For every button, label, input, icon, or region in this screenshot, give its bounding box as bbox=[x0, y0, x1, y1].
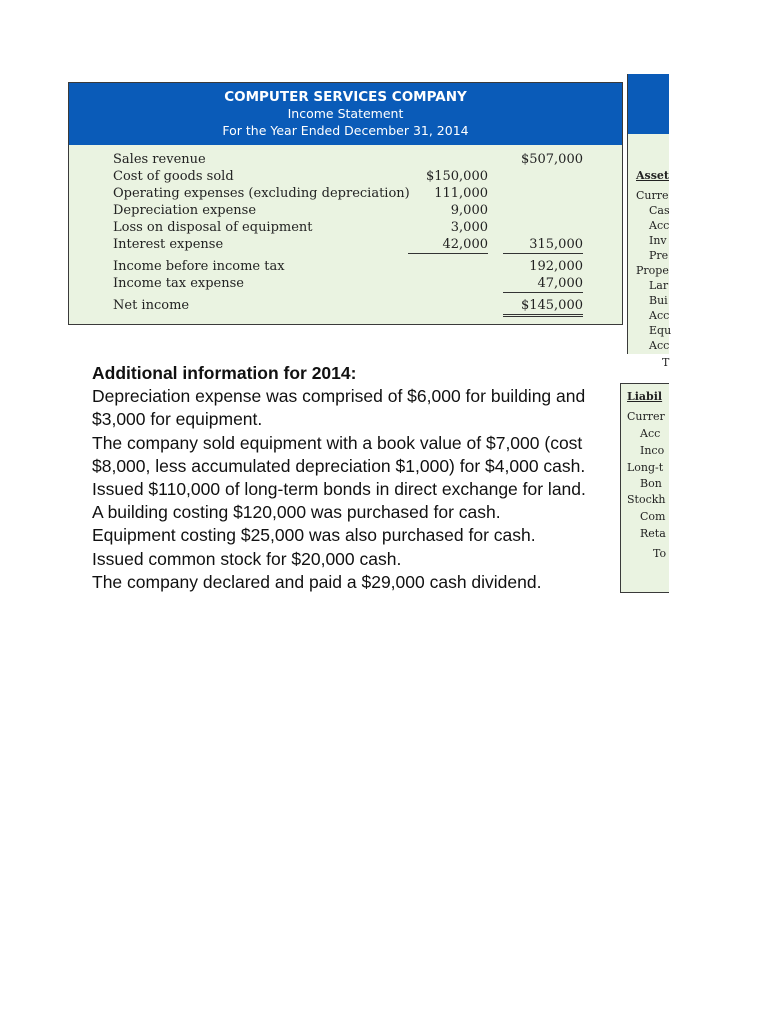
bs-line: Curre bbox=[636, 189, 669, 202]
info-item: The company declared and paid a $29,000 cash dividend. bbox=[92, 571, 542, 592]
bs-line: Lar bbox=[649, 279, 669, 292]
bs-line: Pre bbox=[649, 249, 669, 262]
is-row-col1: 111,000 bbox=[434, 186, 488, 201]
bs-line: Acc bbox=[649, 219, 670, 232]
is-row-col2: 192,000 bbox=[529, 259, 583, 274]
bs-line: Acc bbox=[640, 427, 661, 440]
balance-sheet-liabilities-clipped bbox=[620, 383, 669, 593]
bs-line: Com bbox=[640, 510, 666, 523]
info-item: Depreciation expense was comprised of $6,000 for building and $3,000 for equipment. bbox=[92, 386, 586, 430]
is-row-label: Cost of goods sold bbox=[113, 169, 234, 184]
is-row-label: Interest expense bbox=[113, 237, 224, 252]
is-row-col1: 42,000 bbox=[408, 237, 488, 254]
bs-line: Prope bbox=[636, 264, 669, 277]
bs-line: Acc bbox=[649, 309, 670, 322]
is-row bbox=[113, 186, 583, 203]
is-row-col2: $145,000 bbox=[503, 298, 583, 317]
bs-line: Cas bbox=[649, 204, 670, 217]
is-row bbox=[113, 298, 583, 315]
is-row bbox=[113, 237, 583, 254]
bs-line: Long-t bbox=[627, 461, 664, 474]
statement-title: Income Statement bbox=[287, 106, 404, 121]
bs-line: Stockh bbox=[627, 493, 666, 506]
info-item: Issued $110,000 of long-term bonds in direct exchange for land. bbox=[92, 479, 586, 500]
is-row bbox=[113, 259, 583, 276]
is-row-label: Depreciation expense bbox=[113, 203, 257, 218]
statement-period: For the Year Ended December 31, 2014 bbox=[222, 123, 469, 138]
is-row-label: Operating expenses (excluding depreciation) bbox=[113, 186, 410, 201]
bs-line: Inco bbox=[640, 444, 665, 457]
is-row bbox=[113, 220, 583, 237]
is-row-col2: 47,000 bbox=[503, 276, 583, 293]
is-row bbox=[113, 276, 583, 293]
additional-information bbox=[92, 362, 602, 594]
bs-line: Acc bbox=[649, 339, 670, 352]
bs-line: Asset bbox=[636, 169, 669, 182]
info-item: Equipment costing $25,000 was also purchased for cash. bbox=[92, 525, 536, 546]
bs-line: Reta bbox=[640, 527, 666, 540]
is-row-label: Loss on disposal of equipment bbox=[113, 220, 313, 235]
info-item: The company sold equipment with a book value of $7,000 (cost $8,000, less accumulated depreciation $1,000) for $4,000 cash. bbox=[92, 432, 586, 476]
income-statement-header bbox=[69, 83, 622, 145]
bs-line: To bbox=[653, 547, 667, 560]
is-row-col1: 9,000 bbox=[450, 203, 488, 218]
bs-line: Equ bbox=[649, 324, 672, 337]
info-item: A building costing $120,000 was purchased for cash. bbox=[92, 502, 501, 523]
balance-sheet-banner bbox=[628, 74, 669, 134]
is-row-col2: 315,000 bbox=[503, 237, 583, 254]
income-statement bbox=[68, 82, 623, 325]
is-row-label: Sales revenue bbox=[113, 152, 206, 167]
bs-line: Currer bbox=[627, 410, 665, 423]
is-row-col2: $507,000 bbox=[520, 152, 583, 167]
is-row-col1: $150,000 bbox=[425, 169, 488, 184]
bs-line: Liabil bbox=[627, 390, 663, 403]
is-row-label: Income before income tax bbox=[113, 259, 285, 274]
is-row-label: Income tax expense bbox=[113, 276, 244, 291]
company-name: COMPUTER SERVICES COMPANY bbox=[224, 89, 467, 105]
bs-line: Bon bbox=[640, 477, 662, 490]
bs-line: T bbox=[662, 356, 670, 369]
is-row bbox=[113, 152, 583, 169]
info-item: Issued common stock for $20,000 cash. bbox=[92, 548, 402, 569]
is-row-col1: 3,000 bbox=[450, 220, 488, 235]
bs-line: Inv bbox=[649, 234, 667, 247]
bs-line: Bui bbox=[649, 294, 668, 307]
additional-info-title: Additional information for 2014: bbox=[92, 363, 357, 383]
is-row-label: Net income bbox=[113, 298, 190, 313]
is-row bbox=[113, 203, 583, 220]
is-row bbox=[113, 169, 583, 186]
income-statement-body bbox=[69, 145, 622, 324]
balance-sheet-assets-clipped bbox=[627, 74, 672, 369]
